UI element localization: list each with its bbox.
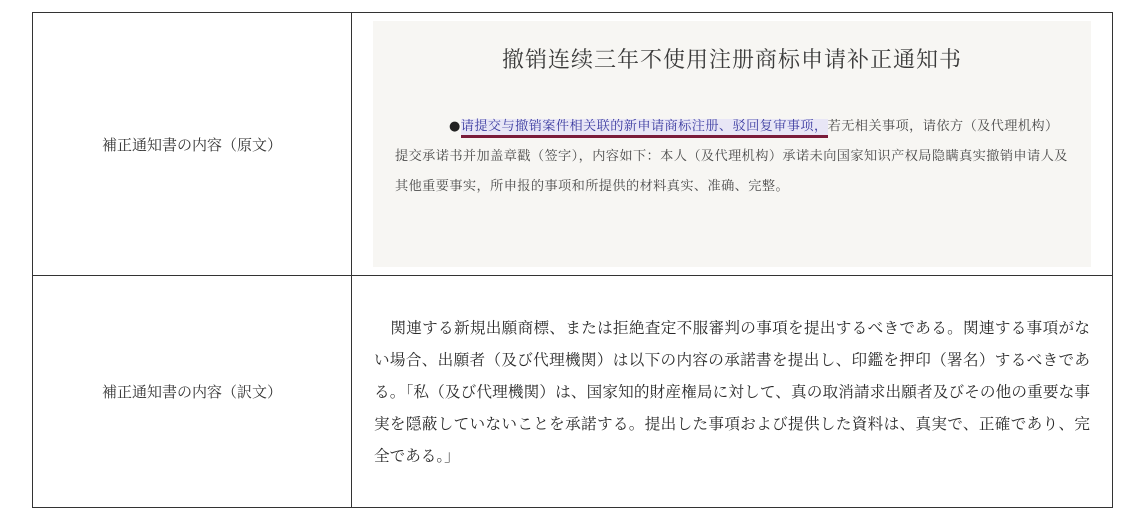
row-label-original: 補正通知書の内容（原文）	[33, 13, 352, 276]
row-label-translation: 補正通知書の内容（訳文）	[33, 276, 352, 508]
scanned-notice-image	[373, 21, 1091, 267]
table-row	[33, 13, 1113, 276]
bullet-icon: ●	[449, 119, 461, 134]
document-table	[32, 12, 1113, 508]
table-row	[33, 276, 1113, 508]
translation-text-block	[352, 312, 1112, 472]
notice-body-text: 若无相关事项，请依方（及代理机构）提交承诺书并加盖章戳（签字），内容如下：本人（及代理机构）承诺未向国家知识产权局隐瞒真实撤销申请人及其他重要事实，所申报的事项和所提供的材料真实、准确、完整。	[395, 119, 1068, 194]
translation-content-cell	[352, 276, 1113, 508]
notice-body	[373, 74, 1091, 202]
translation-text: 関連する新規出願商標、または拒絶査定不服審判の事項を提出するべきである。関連する事項がない場合、出願者（及び代理機関）は以下の内容の承諾書を提出し、印鑑を押印（署名）するべきである。「私（及び代理機関）は、国家知的財産権局に対して、真の取消請求出願者及びその他の重要な事実を隠蔽していないことを承諾する。提出した事項および提供した資料は、真実で、正確であり、完全である。」	[374, 318, 1090, 465]
original-content-cell	[352, 13, 1113, 276]
highlighted-text: 请提交与撤销案件相关联的新申请商标注册、驳回复审事项，	[461, 119, 828, 138]
notice-title: 撤销连续三年不使用注册商标申请补正通知书	[501, 48, 962, 73]
